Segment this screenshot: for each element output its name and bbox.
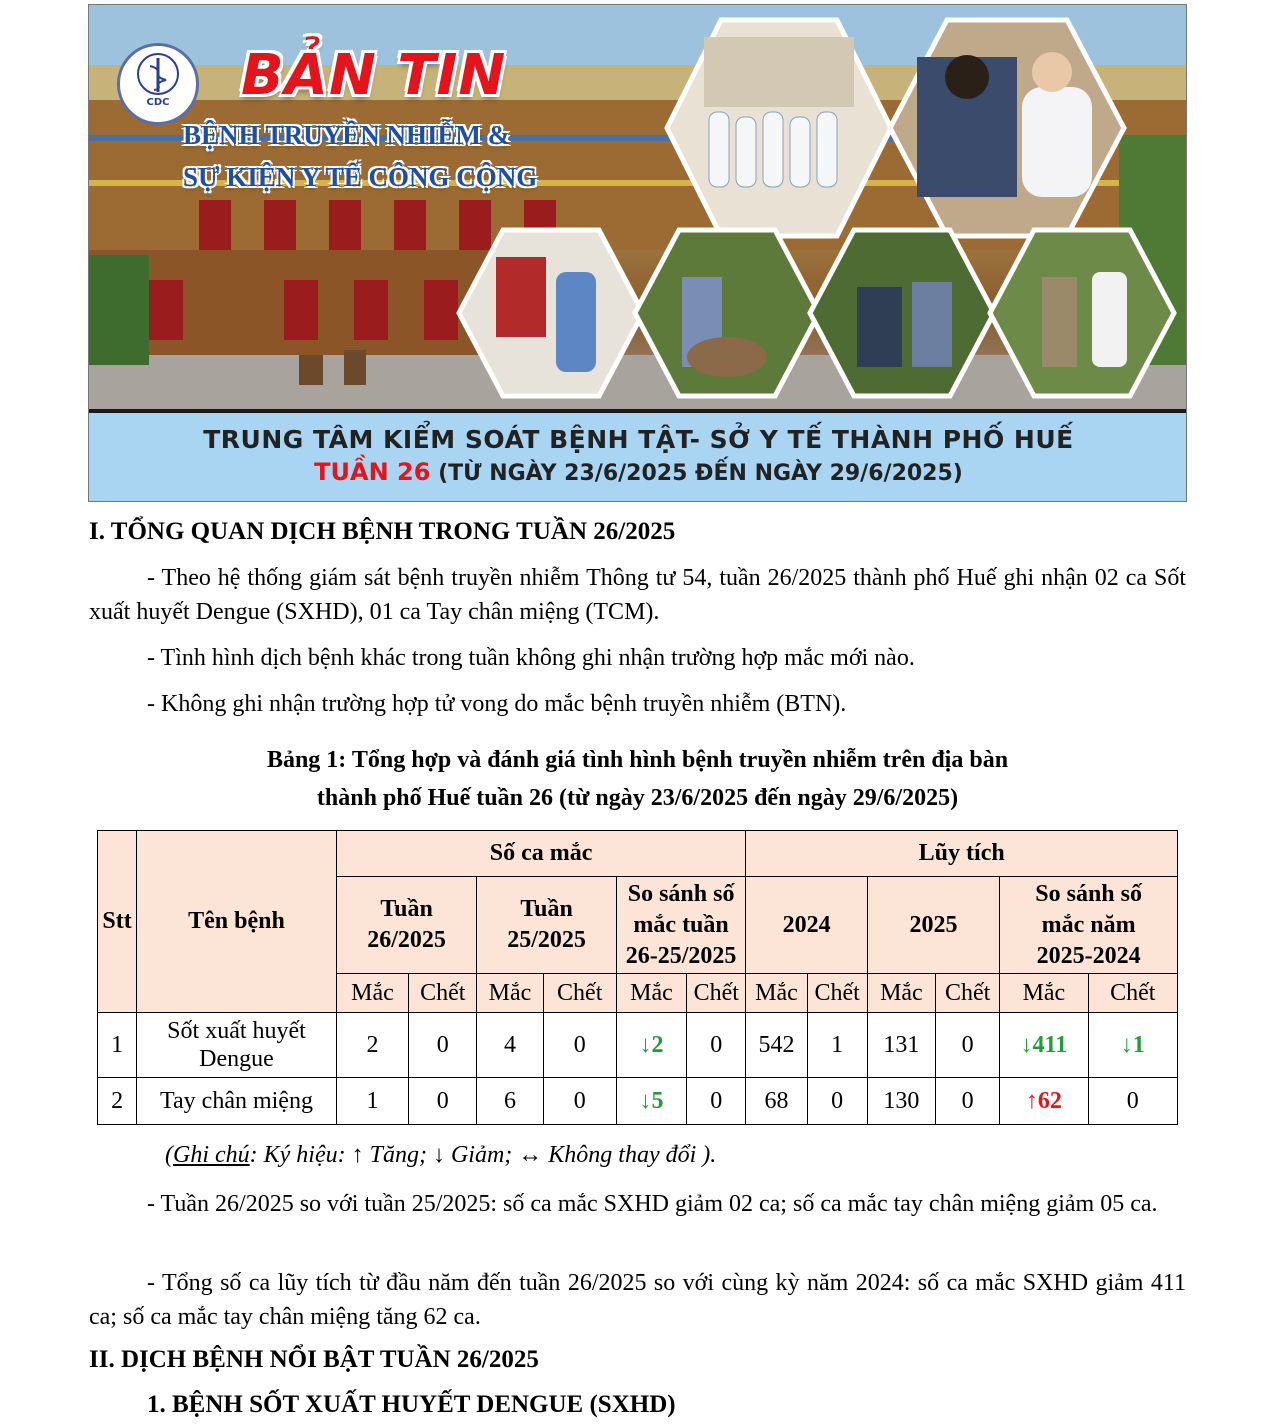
photo-hex-vaccination <box>887 17 1127 239</box>
table-1-caption-line-1: Bảng 1: Tổng hợp và đánh giá tình hình bệnh truyền nhiễm trên địa bàn <box>266 747 1009 773</box>
cell-w26-mac: 1 <box>336 1078 408 1125</box>
cell-week-diff-chet: 0 <box>687 1078 746 1125</box>
banner-dates: (TỪ NGÀY 23/6/2025 ĐẾN NGÀY 29/6/2025) <box>438 461 963 486</box>
cell-week-diff-chet: 0 <box>687 1013 746 1078</box>
header-year-2025: 2025 <box>867 877 999 974</box>
cell-year-diff-chet: 0 <box>1088 1078 1177 1125</box>
cell-2025-mac: 130 <box>867 1078 935 1125</box>
table-row <box>98 1078 1178 1125</box>
table-note: (Ghi chú: Ký hiệu: ↑ Tăng; ↓ Giảm; ↔ Không thay đổi ). <box>165 1142 717 1168</box>
header-chet: Chết <box>543 974 616 1013</box>
cell-w25-chet: 0 <box>543 1013 616 1078</box>
header-mac: Mắc <box>867 974 935 1013</box>
cell-w25-chet: 0 <box>543 1078 616 1125</box>
section-2-heading: II. DỊCH BỆNH NỔI BẬT TUẦN 26/2025 <box>89 1346 539 1373</box>
banner-week: TUẦN 26 <box>314 458 431 486</box>
header-week-26: Tuần 26/2025 <box>336 877 476 974</box>
cell-disease-name: Tay chân miệng <box>137 1078 337 1125</box>
header-chet: Chết <box>409 974 477 1013</box>
section-1-paragraph-1: - Theo hệ thống giám sát bệnh truyền nhiễm Thông tư 54, tuần 26/2025 thành phố Huế ghi nhận 02 ca Sốt xuất huyết Dengue (SXHD), 01 ca Tay chân miệng (TCM). <box>89 565 1186 625</box>
header-chet: Chết <box>936 974 1000 1013</box>
cell-2025-mac: 131 <box>867 1013 935 1078</box>
section-1-heading: I. TỔNG QUAN DỊCH BỆNH TRONG TUẦN 26/2025 <box>89 518 676 545</box>
table-note-label: Ghi chú <box>173 1142 250 1168</box>
comparison-week-paragraph: - Tuần 26/2025 so với tuần 25/2025: số ca mắc SXHD giảm 02 ca; số ca mắc tay chân miệng giảm 05 ca. <box>147 1191 1158 1217</box>
header-year-2024: 2024 <box>746 877 867 974</box>
header-cumulative: Lũy tích <box>746 831 1178 877</box>
cell-w26-chet: 0 <box>409 1078 477 1125</box>
section-1-paragraph-2: - Tình hình dịch bệnh khác trong tuần không ghi nhận trường hợp mắc mới nào. <box>147 645 915 671</box>
cell-2024-mac: 68 <box>746 1078 807 1125</box>
cdc-logo <box>117 43 199 125</box>
cell-2025-chet: 0 <box>936 1013 1000 1078</box>
table-1-caption-line-2: thành phố Huế tuần 26 (từ ngày 23/6/2025 đến ngày 29/6/2025) <box>316 785 959 811</box>
comparison-year-paragraph: - Tổng số ca lũy tích từ đầu năm đến tuần 26/2025 so với cùng kỳ năm 2024: số ca mắc SXHD giảm 411 ca; số ca mắc tay chân miệng tăng 62 ca. <box>89 1270 1186 1330</box>
photo-hex-field-inspection-2 <box>807 227 997 399</box>
section-1-paragraph-3: - Không ghi nhận trường hợp tử vong do mắc bệnh truyền nhiễm (BTN). <box>147 691 847 717</box>
cell-2024-chet: 1 <box>807 1013 867 1078</box>
header-disease-name: Tên bệnh <box>137 831 337 1013</box>
header-stt: Stt <box>98 831 137 1013</box>
header-case-count: Số ca mắc <box>336 831 746 877</box>
header-mac: Mắc <box>746 974 807 1013</box>
header-chet: Chết <box>1088 974 1177 1013</box>
header-mac: Mắc <box>336 974 408 1013</box>
cell-stt: 1 <box>98 1013 137 1078</box>
cell-year-diff-mac: ↑62 <box>1000 1078 1088 1125</box>
photo-hex-field-inspection-1 <box>632 227 822 399</box>
banner-footer-band <box>89 409 1187 502</box>
cell-2024-chet: 0 <box>807 1078 867 1125</box>
cell-week-diff-mac: ↓5 <box>616 1078 686 1125</box>
cell-week-diff-mac: ↓2 <box>616 1013 686 1078</box>
disease-summary-table <box>97 830 1178 1125</box>
bulletin-banner <box>88 4 1187 502</box>
banner-week-line <box>89 458 1187 486</box>
header-year-comparison: So sánh số mắc năm 2025-2024 <box>1000 877 1178 974</box>
cell-2025-chet: 0 <box>936 1078 1000 1125</box>
banner-subtitle-1: BỆNH TRUYỀN NHIỄM & <box>183 120 511 150</box>
cell-w25-mac: 4 <box>477 1013 543 1078</box>
header-mac: Mắc <box>477 974 543 1013</box>
header-mac: Mắc <box>1000 974 1088 1013</box>
table-row <box>98 1013 1178 1078</box>
cell-year-diff-chet: ↓1 <box>1088 1013 1177 1078</box>
header-mac: Mắc <box>616 974 686 1013</box>
banner-subtitle-2: SỰ KIỆN Y TẾ CÔNG CỘNG <box>183 162 538 192</box>
photo-hex-medical-team <box>664 17 894 239</box>
cell-year-diff-mac: ↓411 <box>1000 1013 1088 1078</box>
table-note-text: : Ký hiệu: ↑ Tăng; ↓ Giảm; ↔ Không thay đổi ). <box>249 1142 717 1168</box>
cell-w26-mac: 2 <box>336 1013 408 1078</box>
photo-hex-spraying-booth <box>456 227 646 399</box>
banner-organization: TRUNG TÂM KIỂM SOÁT BỆNH TẬT- SỞ Y TẾ THÀNH PHỐ HUẾ <box>203 425 1074 454</box>
header-chet: Chết <box>687 974 746 1013</box>
cell-2024-mac: 542 <box>746 1013 807 1078</box>
cdc-logo-text: CDC <box>146 97 170 108</box>
photo-hex-field-inspection-3 <box>987 227 1177 399</box>
header-week-comparison: So sánh số mắc tuần 26-25/2025 <box>616 877 746 974</box>
banner-title: BẢN TIN <box>241 43 507 108</box>
header-chet: Chết <box>807 974 867 1013</box>
header-week-25: Tuần 25/2025 <box>477 877 617 974</box>
section-2-subheading-dengue: 1. BỆNH SỐT XUẤT HUYẾT DENGUE (SXHD) <box>147 1391 676 1418</box>
cell-w26-chet: 0 <box>409 1013 477 1078</box>
cell-stt: 2 <box>98 1078 137 1125</box>
cell-w25-mac: 6 <box>477 1078 543 1125</box>
cell-disease-name: Sốt xuất huyết Dengue <box>137 1013 337 1078</box>
